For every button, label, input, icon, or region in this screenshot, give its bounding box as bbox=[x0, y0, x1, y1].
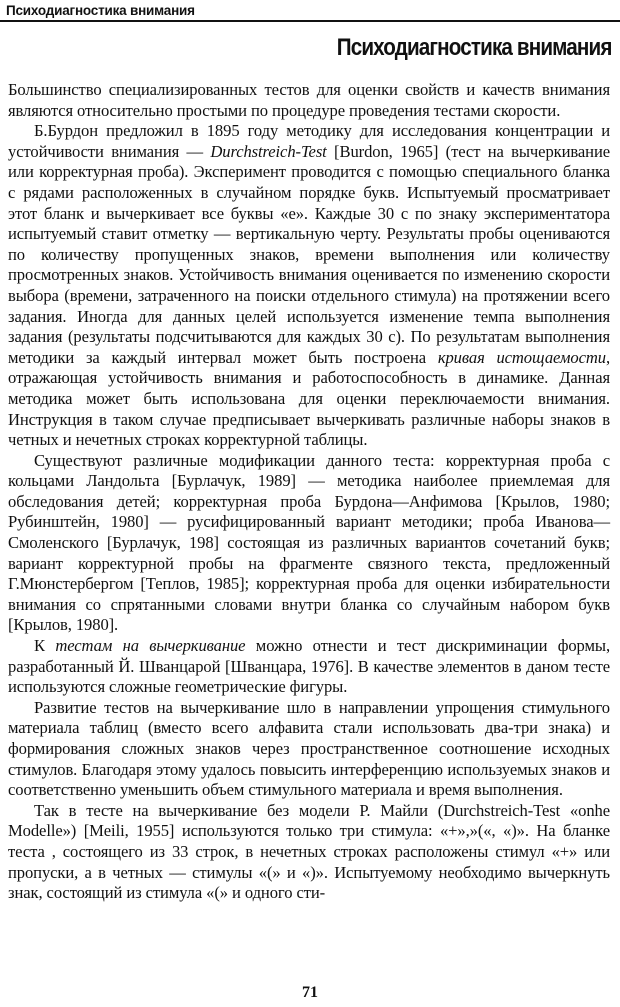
running-header: Психодиагностика внимания bbox=[6, 3, 195, 18]
chapter-title: Психодиагностика внимания bbox=[337, 34, 612, 61]
text-run: Развитие тестов на вычеркивание шло в направлении упрощения стимульного материала таблиц (вместо всего алфавита стали использовать двa-три знака) и формирования сложных знаков через пространственное соотношение исходных стимулов. Благодаря этому удалось повысить интерференцию используемых знаков и соответственно уменьшить объем стимульного материала и время выполнения. bbox=[8, 697, 610, 800]
paragraph bbox=[8, 451, 610, 636]
header-rule bbox=[0, 20, 620, 22]
text-run: [Burdon, 1965] (тест на вычеркивание или корректурная проба). Эксперимент проводится с помощью специального бланка с рядами расположенных в случайном порядке букв. Испытуемый просматривает этот бланк и вычеркивает все буквы «е». Каждые 30 с по знаку экспериментатора испытуемый ставит отметку — вертикальную черту. Результаты пробы оцениваются по количеству пропущенных знаков, времени выполнения или количеству просмотренных знаков. Устойчивость внимания оценивается по изменению скорости выбора (времени, затраченного на поиски отдельного стимула) на протяжении всего задания. Иногда для данных целей используется изменение темпа выполнения задания (результаты подсчитываются для каждых 30 с). По результатам выполнения методики за каждый интервал может быть построена bbox=[8, 141, 610, 367]
italic-term: Durchstreich-Test bbox=[210, 141, 327, 161]
text-run: Большинство специализированных тестов для оценки свойств и качеств внимания являются относительно простыми по процедуре проведения тестами скорости. bbox=[8, 80, 610, 120]
body-text bbox=[8, 80, 610, 904]
italic-term: тестам на вычеркивание bbox=[55, 636, 246, 656]
italic-term: кривая истощаемости bbox=[437, 347, 606, 367]
paragraph bbox=[8, 801, 610, 904]
text-run: Б.Бурдон предложил в 1895 году методику для исследования концентрации и устойчивости внимания — bbox=[8, 121, 610, 161]
text-run: К bbox=[34, 636, 56, 656]
paragraph bbox=[8, 121, 610, 451]
paragraph bbox=[8, 80, 610, 121]
paragraph bbox=[8, 636, 610, 698]
text-run: , отражающая устойчивость внимания и работоспособность в динамике. Данная методика может быть использована для оценки переключаемости внимания. Инструкция в таком случае предписывает вычеркивать различные наборы знаков в четных и нечетных строках корректурной таблицы. bbox=[8, 347, 610, 450]
paragraph bbox=[8, 698, 610, 801]
text-run: Существуют различные модификации данного теста: корректурная проба с кольцами Ландольта [Бурлачук, 1989] — методика наиболее приемлемая для обследования детей; корректурная проба Бурдона—Анфимова [Крылов, 1980; Рубинштейн, 1980] — русифицированный вариант методики; проба Иванова—Смоленского [Бурлачук, 198] состоящая из различных вариантов сочетаний букв; вариант корректурной пробы на фрагменте связного текста, предложенный Г.Мюнстербергом [Теплов, 1985]; корректурная проба для оценки избирательности внимания со спрятанными словами внутри бланка со случайным набором букв [Крылов, 1980]. bbox=[8, 450, 610, 635]
text-run: можно отнести и тест дискриминации формы, разработанный Й. Шванцарой [Шванцара, 1976]. В качестве элементов в даном тесте используются сложные геометрические фигуры. bbox=[8, 636, 610, 697]
text-run: Так в тесте на вычеркивание без модели Р. Майли (Durchstreich-Test «onhe Modelle») [Meili, 1955] используются только три стимула: «+»,»(«, «)». На бланке теста , состоящего из 33 строк, в нечетных строках расположены стимул «+» или пропуски, а в четных — стимулы «(» и «)». Испытуемому необходимо вычеркнуть знак, состоящий из стимула «(» и одного сти- bbox=[8, 800, 610, 903]
page-number: 71 bbox=[302, 984, 318, 1001]
